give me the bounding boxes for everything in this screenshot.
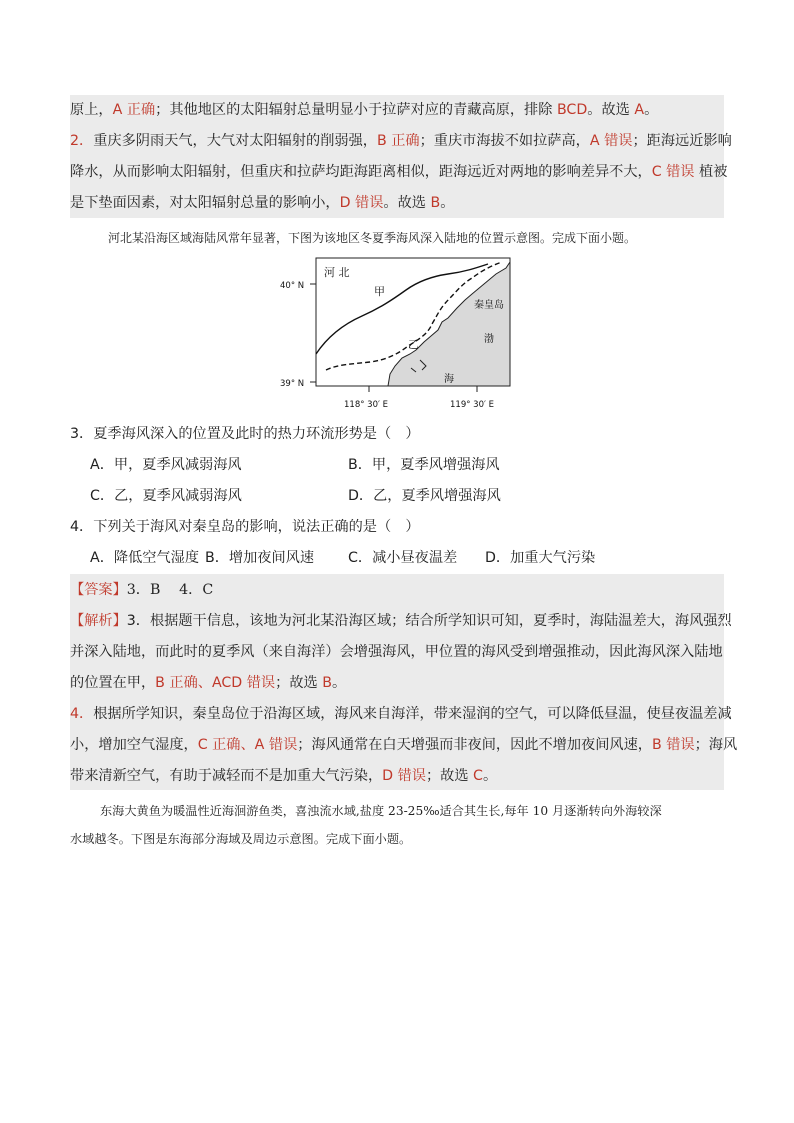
- q3-option-c[interactable]: C．乙，夏季风减弱海风: [90, 488, 242, 504]
- analysis-line: 小，增加空气湿度，C 正确、A 错误；海风通常在白天增强而非夜间，因此不增加夜间风速，B 错误；海风: [70, 737, 738, 753]
- label-lat-40: 40° N: [280, 281, 305, 291]
- q3-option-a[interactable]: A．甲，夏季风减弱海风: [90, 457, 242, 473]
- answer-line: 降水，从而影响太阳辐射，但重庆和拉萨均距海距离相似，距海远近对两地的影响差异不大，C 错误 植被: [70, 164, 728, 180]
- label-hai: 海: [444, 374, 454, 385]
- analysis-line: 【解析】3．根据题干信息，该地为河北某沿海区域；结合所学知识可知，夏季时，海陆温差大，海风强烈: [70, 613, 732, 629]
- analysis-line: 带来清新空气，有助于减轻而不是加重大气污染，D 错误；故选 C。: [70, 768, 498, 784]
- q3-option-b[interactable]: B．甲，夏季风增强海风: [348, 457, 500, 473]
- q4-option-a[interactable]: A．降低空气湿度: [90, 550, 200, 566]
- label-lon-2: 119° 30′ E: [450, 400, 494, 410]
- label-hebei: 河 北: [324, 266, 350, 279]
- answer-line: 2．重庆多阴雨天气，大气对太阳辐射的削弱强，B 正确；重庆市海拔不如拉萨高，A 错误；距海远近影响: [70, 133, 732, 149]
- answer-line: 是下垫面因素，对太阳辐射总量的影响小，D 错误。故选 B。: [70, 195, 455, 211]
- label-jia: 甲: [374, 285, 385, 298]
- question-4-stem: 4．下列关于海风对秦皇岛的影响，说法正确的是（ ）: [70, 519, 420, 535]
- answer-line: 原上，A 正确；其他地区的太阳辐射总量明显小于拉萨对应的青藏高原，排除 BCD。故选 A。: [70, 102, 659, 118]
- sea-area: [388, 262, 510, 386]
- analysis-line: 的位置在甲，B 正确、ACD 错误；故选 B。: [70, 675, 347, 691]
- coastal-map: [270, 250, 530, 415]
- question-intro: 东海大黄鱼为暖温性近海洄游鱼类，喜浊流水域,盐度 23-25‰适合其生长,每年 10 月逐渐转向外海较深: [100, 804, 662, 818]
- label-qinhuangdao: 秦皇岛: [474, 300, 504, 311]
- q4-option-c[interactable]: C．减小昼夜温差: [348, 550, 458, 566]
- label-lon-1: 118° 30′ E: [344, 400, 388, 410]
- question-intro: 水域越冬。下图是东海部分海域及周边示意图。完成下面小题。: [70, 832, 412, 846]
- question-3-stem: 3．夏季海风深入的位置及此时的热力环流形势是（ ）: [70, 426, 420, 442]
- q4-option-d[interactable]: D．加重大气污染: [485, 550, 596, 566]
- answer-line: 【答案】3．B 4．C: [70, 582, 214, 598]
- q4-option-b[interactable]: B．增加夜间风速: [205, 550, 315, 566]
- label-yi: 乙: [408, 338, 419, 351]
- label-bo: 渤: [484, 334, 494, 345]
- q3-option-d[interactable]: D．乙，夏季风增强海风: [348, 488, 501, 504]
- analysis-line: 并深入陆地，而此时的夏季风（来自海洋）会增强海风，甲位置的海风受到增强推动，因此海风深入陆地: [70, 644, 723, 660]
- question-intro: 河北某沿海区域海陆风常年显著，下图为该地区冬夏季海风深入陆地的位置示意图。完成下面小题。: [108, 231, 637, 245]
- label-lat-39: 39° N: [280, 379, 305, 389]
- analysis-line: 4．根据所学知识，秦皇岛位于沿海区域，海风来自海洋，带来湿润的空气，可以降低昼温，使昼夜温差减: [70, 706, 732, 722]
